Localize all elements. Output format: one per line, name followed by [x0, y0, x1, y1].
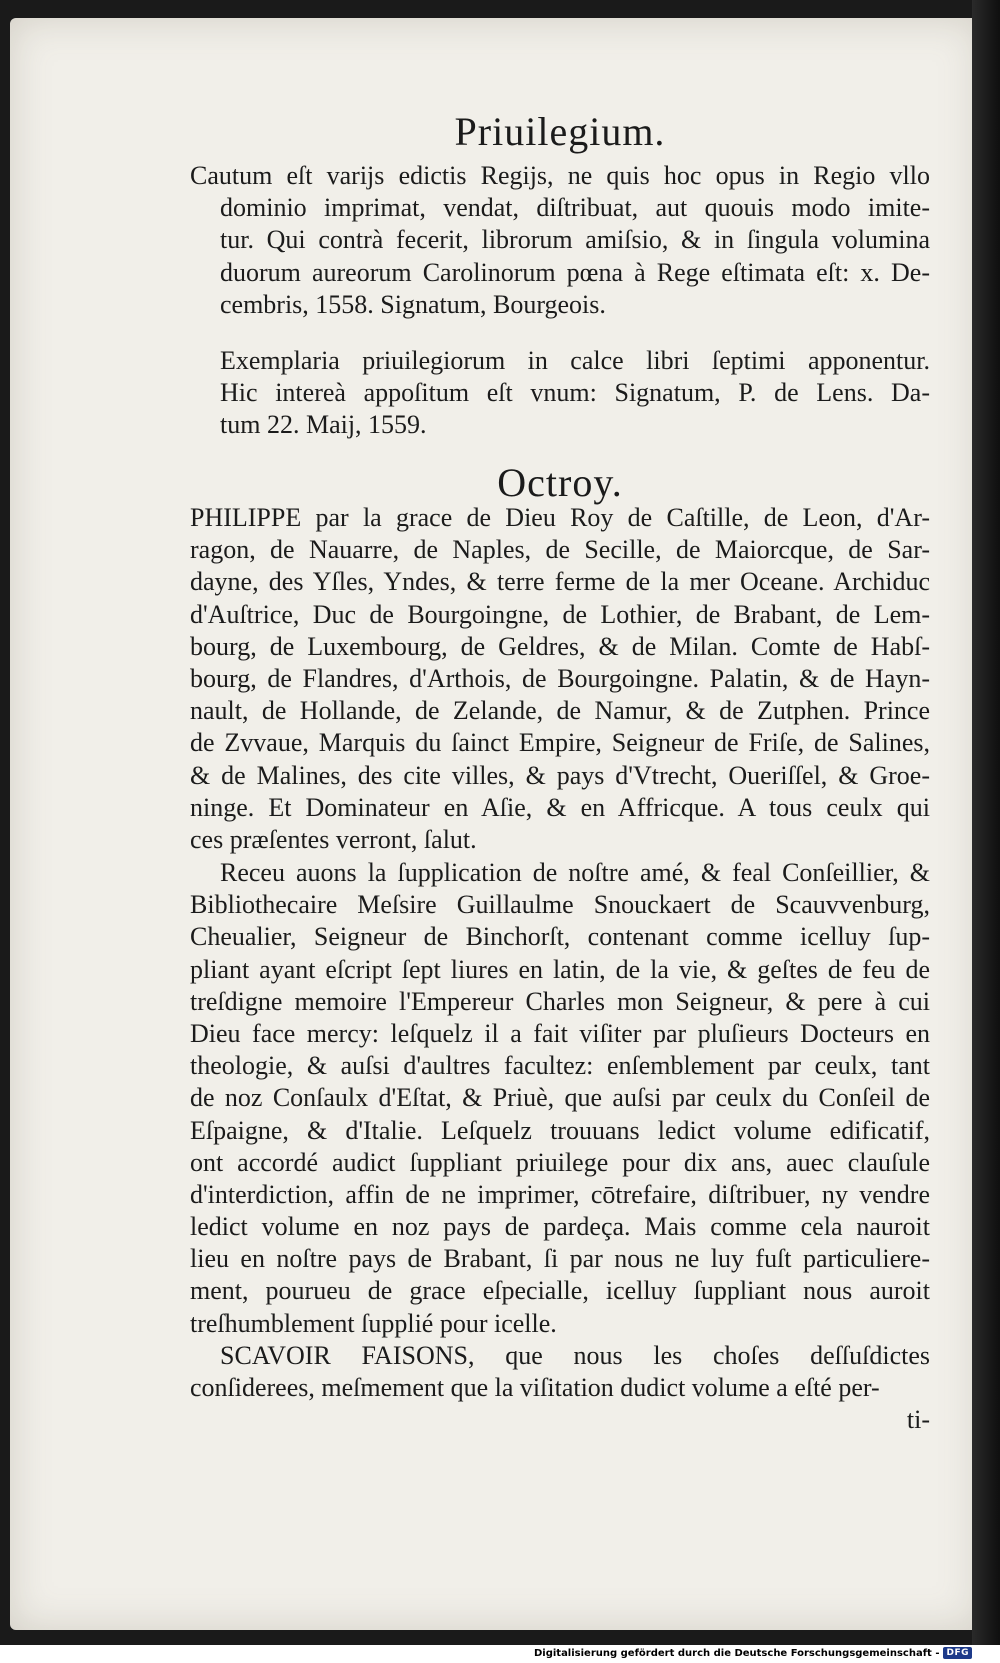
- text-line: tur. Qui contrà fecerit, librorum amiſsio, & in ſingula volumina: [220, 225, 930, 255]
- text-line: Cautum eſt varijs edictis Regijs, ne quis hoc opus in Regio vllo: [190, 161, 930, 190]
- text-line: SCAVOIR FAISONS, que nous les choſes deſſuſdictes: [220, 1341, 930, 1370]
- text-line: dayne, des Yſles, Yndes, & terre ferme de la mer Oceane. Archiduc: [190, 567, 930, 597]
- text-line: theologie, & auſsi d'aultres facultez: enſemblement par ceulx, tant: [190, 1051, 930, 1081]
- text-line: Bibliothecaire Meſsire Guillaulme Snouckaert de Scauvvenburg,: [190, 890, 930, 920]
- text-line: ledict volume en noz pays de pardeça. Mais comme cela nauroit: [190, 1212, 930, 1242]
- text-line: conſiderees, meſmement que la viſitation dudict volume a eſté per-: [190, 1373, 880, 1403]
- text-line: duorum aureorum Carolinorum pœna à Rege eſtimata eſt: x. De-: [220, 257, 930, 287]
- text-line: treſhumblement ſupplié pour icelle.: [190, 1308, 557, 1338]
- text-line: lieu en noſtre pays de Brabant, ſi par nous ne luy fuſt particuliere-: [190, 1244, 930, 1274]
- text-line: Receu auons la ſupplication de noſtre amé, & feal Conſeillier, &: [220, 858, 930, 887]
- text-line: cembris, 1558. Signatum, Bourgeois.: [220, 289, 606, 319]
- text-line: Hic intereà appoſitum eſt vnum: Signatum, P. de Lens. Da-: [220, 378, 930, 408]
- text-line: de noz Conſaulx d'Eſtat, & Priuè, que auſsi par ceulx du Conſeil de: [190, 1083, 930, 1113]
- catchword: ti-: [906, 1405, 930, 1434]
- privilegium-paragraph-2: [190, 345, 930, 442]
- privilegium-paragraph-1: [190, 160, 930, 321]
- text-line: Exemplaria priuilegiorum in calce libri ſeptimi apponentur.: [220, 346, 930, 375]
- octroy-paragraph-1: [190, 502, 930, 856]
- book-binding-edge: [972, 0, 1000, 1645]
- text-line: Eſpaigne, & d'Italie. Leſquelz trouuans ledict volume edificatif,: [190, 1115, 930, 1145]
- text-line: Cheualier, Seigneur de Binchorſt, contenant comme icelluy ſup-: [190, 922, 930, 952]
- octroy-paragraph-3: [190, 1340, 930, 1404]
- text-line: dominio imprimat, vendat, diſtribuat, aut quouis modo imite-: [220, 193, 930, 223]
- text-line: d'Auſtrice, Duc de Bourgoingne, de Lothier, de Brabant, de Lem-: [190, 599, 930, 629]
- text-line: d'interdiction, affin de ne imprimer, cōtrefaire, diſtribuer, ny vendre: [190, 1179, 930, 1209]
- text-line: ninge. Et Dominateur en Aſie, & en Affricque. A tous ceulx qui: [190, 792, 930, 822]
- text-line: bourg, de Luxembourg, de Geldres, & de Milan. Comte de Habſ-: [190, 631, 930, 661]
- text-line: ces præſentes verront, ſalut.: [190, 824, 477, 854]
- privilegium-title: Priuilegium.: [454, 109, 666, 154]
- text-line: ont accordé audict ſuppliant priuilege pour dix ans, auec clauſule: [190, 1147, 930, 1177]
- text-line: nault, de Hollande, de Zelande, de Namur, & de Zutphen. Prince: [190, 696, 930, 726]
- text-line: ragon, de Nauarre, de Naples, de Secille, de Maiorcque, de Sar-: [190, 535, 930, 565]
- text-line: de Zvvaue, Marquis du ſainct Empire, Seigneur de Friſe, de Salines,: [190, 728, 930, 758]
- text-line: ment, pourueu de grace eſpecialle, icelluy ſuppliant nous auroit: [190, 1276, 930, 1306]
- text-line: pliant ayant eſcript ſept liures en latin, de la vie, & geſtes de feu de: [190, 954, 930, 984]
- octroy-title: Octroy.: [497, 460, 623, 505]
- footer-credit: [534, 1645, 972, 1661]
- text-line: tum 22. Maij, 1559.: [220, 410, 427, 440]
- text-line: treſdigne memoire l'Empereur Charles mon Seigneur, & pere à cui: [190, 986, 930, 1016]
- footer-text: Digitalisierung gefördert durch die Deutsche Forschungsgemeinschaft -: [533, 1647, 940, 1659]
- dfg-logo: DFG: [943, 1647, 972, 1659]
- text-line: & de Malines, des cite villes, & pays d'Vtrecht, Oueriſſel, & Groe-: [190, 760, 930, 790]
- text-line: bourg, de Flandres, d'Arthois, de Bourgoingne. Palatin, & de Hayn-: [190, 663, 930, 693]
- text-line: PHILIPPE par la grace de Dieu Roy de Caſtille, de Leon, d'Ar-: [190, 503, 930, 532]
- octroy-paragraph-2: [190, 857, 930, 1340]
- text-line: Dieu face mercy: leſquelz il a fait viſiter par pluſieurs Docteurs en: [190, 1018, 930, 1048]
